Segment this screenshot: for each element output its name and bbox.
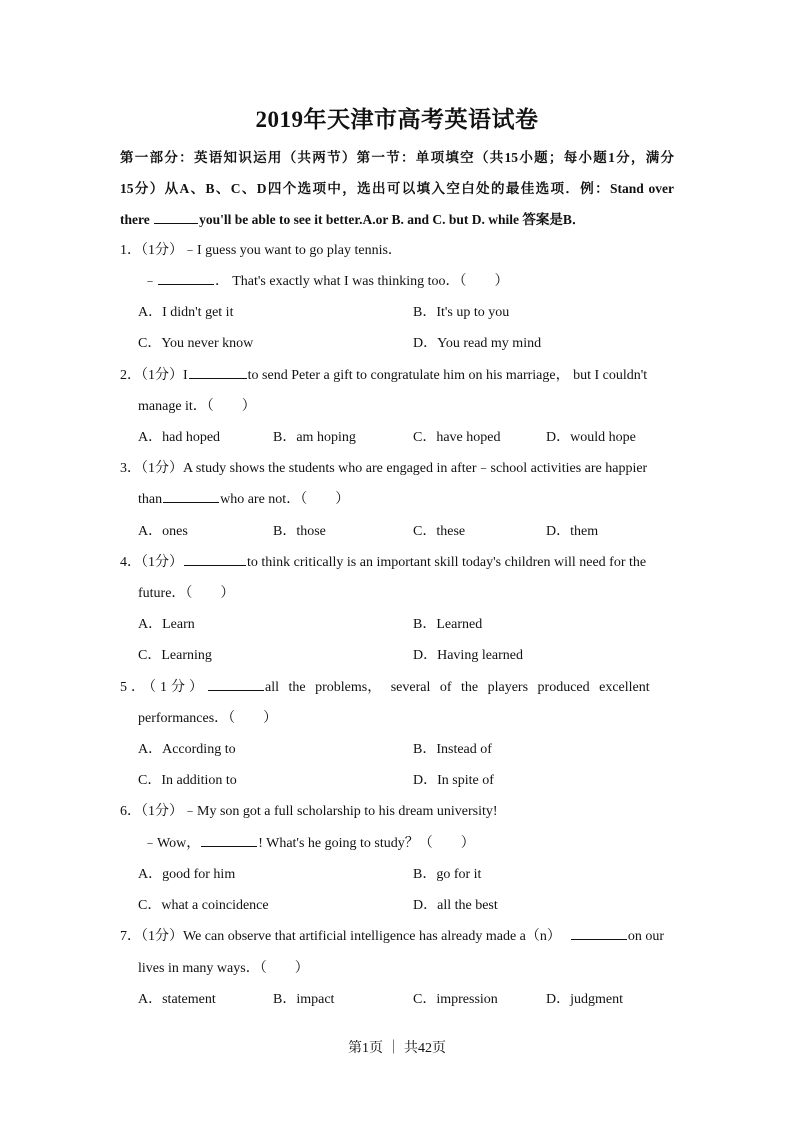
question-3-stem-rest: who are not．（ ）: [220, 492, 350, 507]
question-3-option-b[interactable]: B．those: [273, 524, 326, 539]
question-5-number: 5．（1分）: [120, 680, 207, 695]
question-7-stem-line-2: lives in many ways．（ ）: [138, 961, 309, 976]
question-2-blank: [189, 365, 247, 379]
page-title: 2019年天津市高考英语试卷: [255, 107, 539, 132]
question-6-stem-start: ﹣Wow，: [143, 836, 201, 851]
question-5-option-b[interactable]: B．Instead of: [413, 742, 492, 757]
instructions-line-2: 15分）从A、B、C、D四个选项中，选出可以填入空白处的最佳选项．例：Stand over: [120, 181, 674, 196]
question-3-option-c[interactable]: C．these: [413, 524, 466, 539]
question-3-option-a[interactable]: A．ones: [138, 524, 188, 539]
question-7-option-c[interactable]: C．impression: [413, 992, 498, 1007]
question-6-option-d[interactable]: D．all the best: [413, 898, 498, 913]
question-1-stem-line-2: [143, 270, 509, 290]
question-4-option-c[interactable]: C．Learning: [138, 648, 212, 663]
question-1-option-d[interactable]: D．You read my mind: [413, 336, 542, 351]
question-2-stem: [120, 364, 674, 384]
question-7-stem-start: 7．（1分）We can observe that artificial intelligence has already made a（n）: [120, 929, 561, 944]
question-1-stem: 1．（1分）﹣I guess you want to go play tennis．: [120, 243, 402, 258]
question-2-option-c[interactable]: C．have hoped: [413, 430, 501, 445]
instructions-line-3: [120, 208, 674, 228]
question-3-blank: [163, 489, 219, 503]
question-2-option-b[interactable]: B．am hoping: [273, 430, 356, 445]
example-blank: [154, 210, 198, 224]
question-4-stem-rest: to think critically is an important skill today's children will need for the: [247, 555, 647, 570]
instructions-line-3-end: you'll be able to see it better.A.or B. and C. but D. while 答案是B．: [199, 212, 586, 227]
question-1-dash: ﹣: [143, 274, 157, 289]
question-5-blank: [208, 677, 264, 691]
question-1-stem-rest: ． That's exactly what I was thinking too．（ ）: [215, 274, 509, 289]
question-6-stem-line-2: [143, 832, 475, 852]
question-2-stem-line-2: manage it．（ ）: [138, 399, 256, 414]
question-3-stem-start: than: [138, 492, 163, 507]
question-2-number: 2．（1分）I: [120, 368, 188, 383]
question-5-stem-rest: all the problems， several of the players produced excellent: [265, 680, 650, 695]
question-4-stem: [120, 551, 674, 571]
question-5-stem-line-2: performances．（ ）: [138, 711, 278, 726]
question-5-option-a[interactable]: A．According to: [138, 742, 236, 757]
question-7-stem: [120, 925, 674, 945]
question-1-blank: [158, 271, 214, 285]
question-6-option-a[interactable]: A．good for him: [138, 867, 236, 882]
question-5-option-c[interactable]: C．In addition to: [138, 773, 237, 788]
question-1-option-a[interactable]: A．I didn't get it: [138, 305, 234, 320]
question-3-stem-line-2: [138, 488, 349, 508]
question-7-stem-rest: on our: [627, 929, 665, 944]
question-4-option-a[interactable]: A．Learn: [138, 617, 195, 632]
instructions-line-3-start: there: [120, 212, 150, 227]
question-2-option-a[interactable]: A．had hoped: [138, 430, 221, 445]
question-7-option-a[interactable]: A．statement: [138, 992, 216, 1007]
question-4-stem-line-2: future．（ ）: [138, 586, 235, 601]
question-6-option-b[interactable]: B．go for it: [413, 867, 482, 882]
question-7-option-d[interactable]: D．judgment: [546, 992, 623, 1007]
instructions-line-1: 第一部分：英语知识运用（共两节）第一节：单项填空（共15小题；每小题1分，满分: [120, 150, 674, 165]
question-6-option-c[interactable]: C．what a coincidence: [138, 898, 269, 913]
page-number-footer: 第1页 ｜ 共42页: [348, 1041, 446, 1056]
question-7-blank: [571, 926, 627, 940]
question-4-number: 4．（1分）: [120, 555, 183, 570]
question-6-stem: 6．（1分）﹣My son got a full scholarship to his dream university!: [120, 804, 498, 819]
question-3-stem: 3．（1分）A study shows the students who are engaged in after﹣school activities are happier: [120, 461, 648, 476]
question-5-stem: [120, 676, 674, 696]
question-2-stem-rest: to send Peter a gift to congratulate him on his marriage， but I couldn't: [247, 368, 648, 383]
question-4-option-b[interactable]: B．Learned: [413, 617, 483, 632]
question-6-stem-rest: ! What's he going to study？（ ）: [258, 836, 475, 851]
question-7-option-b[interactable]: B．impact: [273, 992, 335, 1007]
question-2-option-d[interactable]: D．would hope: [546, 430, 636, 445]
question-5-option-d[interactable]: D．In spite of: [413, 773, 494, 788]
question-1-option-c[interactable]: C．You never know: [138, 336, 254, 351]
question-6-blank: [201, 833, 257, 847]
question-3-option-d[interactable]: D．them: [546, 524, 599, 539]
question-1-option-b[interactable]: B．It's up to you: [413, 305, 510, 320]
question-4-blank: [184, 552, 246, 566]
question-4-option-d[interactable]: D．Having learned: [413, 648, 524, 663]
